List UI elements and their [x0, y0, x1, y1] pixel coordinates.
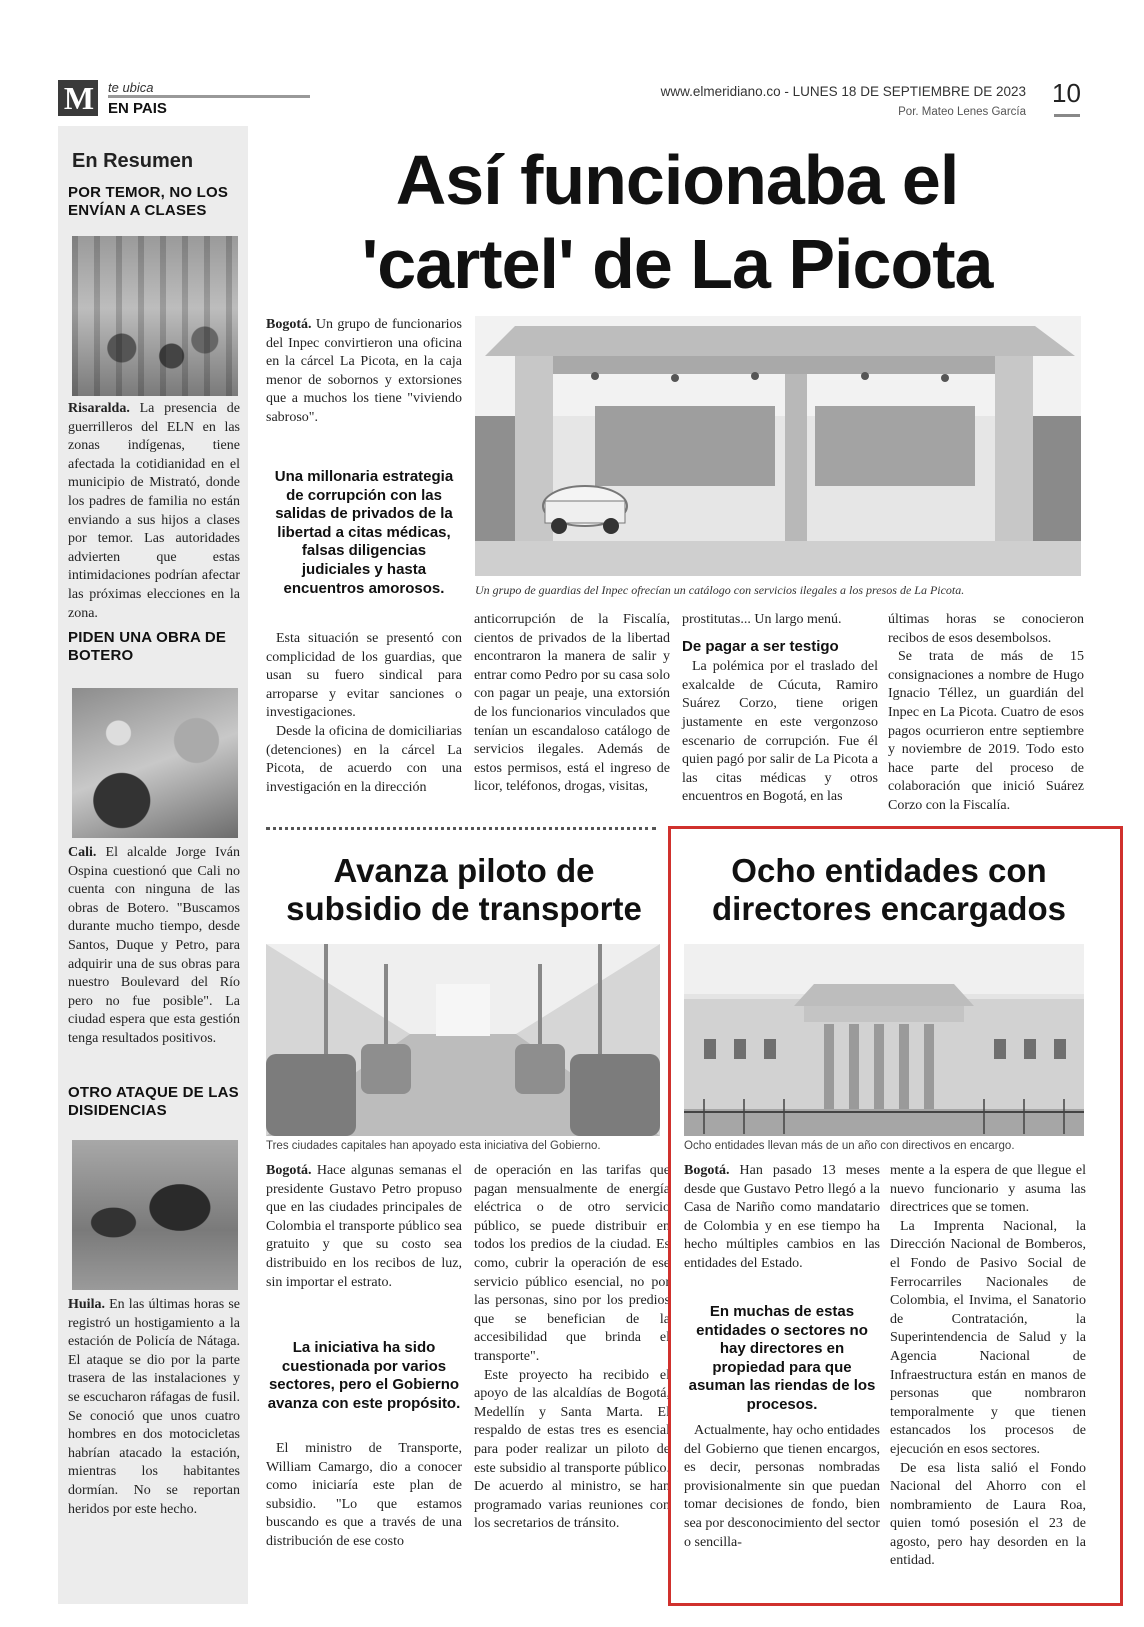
main-col-1 — [266, 630, 462, 797]
website-date-line: www.elmeridiano.co - LUNES 18 DE SEPTIEMBRE DE 2023 — [660, 84, 1026, 99]
page-number: 10 — [1052, 78, 1081, 108]
main-col-4 — [888, 611, 1084, 816]
main-col-2-p1: anticorrupción de la Fiscalía, cientos de privados de la libertad encontraron la manera de salir y entrar como Pedro por su casa solo con pagar un peaje, una extorsión de los funcionarios vinculados que tenían un escandaloso catálogo de servicios ilegales. Además de estos permisos, está el ingreso de licor, teléfonos, drogas, visitas, — [474, 612, 670, 795]
sidebar-title: En Resumen — [72, 150, 194, 172]
byline: Por. Mateo Lenes García — [898, 106, 1026, 118]
sidebar-item-1-body: La presencia de guerrilleros del ELN en las zonas indígenas, tiene afectada la cotidianidad en el municipio de Mistrató, donde los padres de familia no están enviando a sus hijos a clases por temor. Las autoridades advierten que estas intimidaciones podrían afectar las próximas elecciones en la zona. — [68, 401, 240, 621]
police-photo — [72, 1140, 238, 1290]
casa-narino-illustration — [684, 944, 1084, 1136]
main-col-3 — [682, 611, 878, 807]
entities-col-1 — [684, 1162, 880, 1274]
entities-photo-caption: Ocho entidades llevan más de un año con directivos en encargo. — [684, 1140, 1015, 1152]
main-headline — [262, 138, 1092, 306]
transport-col-1-p2: El ministro de Transporte, William Camargo, dio a conocer como iniciaría este plan de subsidio. "Lo que estamos buscando es que a través de una distribución de ese costo — [266, 1441, 462, 1549]
sidebar-item-3-body: En las últimas horas se registró un hostigamiento a la estación de Policía de Nátaga. El ataque se dio por la parte trasera de las instalaciones y se escucharon ráfagas de fusil. Se conoció que unos cuatro hombres en dos motocicletas habrían atacado la estación, mientras los habitantes dormían. No se reportan heridos por este hecho. — [68, 1297, 240, 1517]
main-headline-line-1: Así funcionaba el — [395, 141, 959, 219]
prison-gate-illustration — [475, 316, 1081, 576]
main-headline-line-2: 'cartel' de La Picota — [361, 225, 993, 303]
botero-photo — [72, 688, 238, 838]
entities-col-1-p2: Actualmente, hay ocho entidades del Gobierno que tienen encargos, es decir, personas nombradas provisionalmente sin que puedan tomar decisiones de fondo, bien sea por desconocimiento del sector o sencilla- — [684, 1423, 880, 1550]
dateline-huila: Huila. — [68, 1297, 105, 1312]
prison-gate-photo — [475, 316, 1081, 576]
entities-headline: Ocho entidades con directores encargados — [712, 852, 1066, 927]
main-intro-text: Un grupo de funcionarios del Inpec convirtieron una oficina en la cárcel La Picota, en la caja menor de sobornos y extorsiones que a muchos los tiene "viviendo sabroso". — [266, 317, 462, 425]
dateline-bogota-transport: Bogotá. — [266, 1163, 312, 1178]
section-tagline: te ubica — [108, 80, 154, 95]
dotted-separator — [266, 827, 656, 831]
transport-photo-caption: Tres ciudades capitales han apoyado esta iniciativa del Gobierno. — [266, 1140, 601, 1152]
entities-col-2-p1: mente a la espera de que llegue el nuevo funcionario y asuma las directrices que se tomen. — [890, 1163, 1086, 1216]
sidebar-kicker-3: OTRO ATAQUE DE LAS DISIDENCIAS — [68, 1084, 239, 1119]
main-col-4-p2: Se trata de más de 15 consignaciones a nombre de Hugo Ignacio Téllez, un guardián del Inpec en La Picota. Cuatro de esos pagos ocurrieron entre septiembre y noviembre de 2019. Todo esto hace parte del proceso de colaboración que inició Suárez Corzo con la Fiscalía. — [888, 649, 1084, 813]
section-name: EN PAIS — [108, 100, 167, 117]
bus-interior-illustration — [266, 944, 660, 1136]
transport-pull-quote: La iniciativa ha sido cuestionada por varios sectores, pero el Gobierno avanza con este propósito. — [267, 1339, 461, 1412]
sidebar-item-2-body: El alcalde Jorge Iván Ospina cuestionó que Cali no cuenta con ninguna de las obras de Botero. "Buscamos durante mucho tiempo, desde Santos, Duque y Petro, para adquirir una de sus obras para nuestro Boulevard del Río pero no fue posible". La ciudad espera que esta gestión tenga resultados positivos. — [68, 845, 240, 1046]
entities-col-2 — [890, 1162, 1086, 1571]
entities-col-2-p2: La Imprenta Nacional, la Dirección Nacional de Bomberos, el Fondo de Pasivo Social de Ferrocarriles Nacionales de Colombia, el Invima, el Sanatorio de Contratación, la Superintendencia de Salud y la Agencia Nacional de Infraestructura están en manos de personas que nombraron temporalmente y que tienen estancados los procesos de ejecución en esos sectores. — [890, 1218, 1086, 1457]
sidebar-item-1-text — [68, 400, 240, 623]
dateline-cali: Cali. — [68, 845, 97, 860]
entities-col-1b — [684, 1422, 880, 1552]
transport-headline: Avanza piloto de subsidio de transporte — [286, 852, 642, 927]
main-photo-caption: Un grupo de guardias del Inpec ofrecían un catálogo con servicios ilegales a los presos de La Picota. — [475, 583, 965, 597]
bus-interior-photo — [266, 944, 660, 1136]
transport-col-2-p2: Este proyecto ha recibido el apoyo de las alcaldías de Bogotá, Medellín y Santa Marta. El respaldo de estas tres es esencial para poder realizar un piloto de este subsidio al transporte público. De acuerdo al ministro, se han programado varias reuniones con los secretarios de tránsito. — [474, 1367, 670, 1532]
entities-col-1-p1: Han pasado 13 meses desde que Gustavo Petro llegó a la Casa de Nariño como mandatario de Colombia y en ese tiempo ha hecho múltiples cambios en las entidades del Estado. — [684, 1163, 880, 1271]
transport-col-2-p1: de operación en las tarifas que pagan mensualmente de energía eléctrica o de otro servicio público, se puede distribuir en todos los predios de la ciudad. Es como, cubrir la operación de ese servicio público esencial, no por las personas, sino por los predios que se benefician de la accesibilidad que brinda el transporte". — [474, 1163, 670, 1364]
dateline-bogota: Bogotá. — [266, 317, 312, 332]
main-col-1-p2: Desde la oficina de domiciliarias (detenciones) en la cárcel La Picota, de acuerdo con una investigación en la dirección — [266, 723, 462, 795]
transport-col-1b — [266, 1440, 462, 1552]
children-photo — [72, 236, 238, 396]
main-col-2 — [474, 611, 670, 797]
dateline-risaralda: Risaralda. — [68, 401, 130, 416]
main-intro — [266, 316, 462, 428]
entities-pull-quote: En muchas de estas entidades o sectores no hay directores en propiedad para que asuman las riendas de los procesos. — [688, 1303, 876, 1413]
newspaper-logo: M — [58, 80, 98, 116]
header-rule — [108, 95, 310, 98]
main-col-1-p1: Esta situación se presentó con complicidad de los guardias, que usan su fuero sindical para arroparse y evitar sanciones o investigaciones. — [266, 631, 462, 721]
main-col-3-p1: prostitutas... Un largo menú. — [682, 612, 842, 627]
transport-col-1-p1: Hace algunas semanas el presidente Gustavo Petro propuso que en las ciudades principales de Colombia el transporte público sea gratuito y que su costo sea distribuido en los recibos de luz, sin importar el estrato. — [266, 1163, 462, 1290]
casa-narino-photo — [684, 944, 1084, 1136]
sidebar-kicker-1: POR TEMOR, NO LOS ENVÍAN A CLASES — [68, 184, 229, 219]
dateline-bogota-entities: Bogotá. — [684, 1163, 730, 1178]
main-subhead: De pagar a ser testigo — [682, 637, 839, 655]
sidebar-kicker-2: PIDEN UNA OBRA DE BOTERO — [68, 629, 227, 664]
sidebar-item-2-text — [68, 844, 240, 1049]
main-col-3-p2: La polémica por el traslado del exalcalde de Cúcuta, Ramiro Suárez Corzo, tiene origen justamente en este vergonzoso escenario de corrupción. Fue él quien pagó por salir de La Picota a las citas médicas y otros encuentros en Bogotá, en las — [682, 659, 878, 805]
main-pull-quote: Una millonaria estrategia de corrupción con las salidas de privados de la libertad a citas médicas, falsas diligencias judiciales y hasta encuentros amorosos. — [274, 468, 454, 597]
transport-col-1 — [266, 1162, 462, 1292]
entities-col-2-p3: De esa lista salió el Fondo Nacional del Ahorro con el nombramiento de Laura Roa, quien tomó posesión el 23 de agosto, pero hay desorden en la entidad. — [890, 1460, 1086, 1569]
page-number-rule — [1054, 114, 1080, 117]
main-col-4-p1: últimas horas se conocieron recibos de esos desembolsos. — [888, 612, 1084, 646]
transport-col-2 — [474, 1162, 670, 1534]
sidebar-item-3-text — [68, 1296, 240, 1519]
